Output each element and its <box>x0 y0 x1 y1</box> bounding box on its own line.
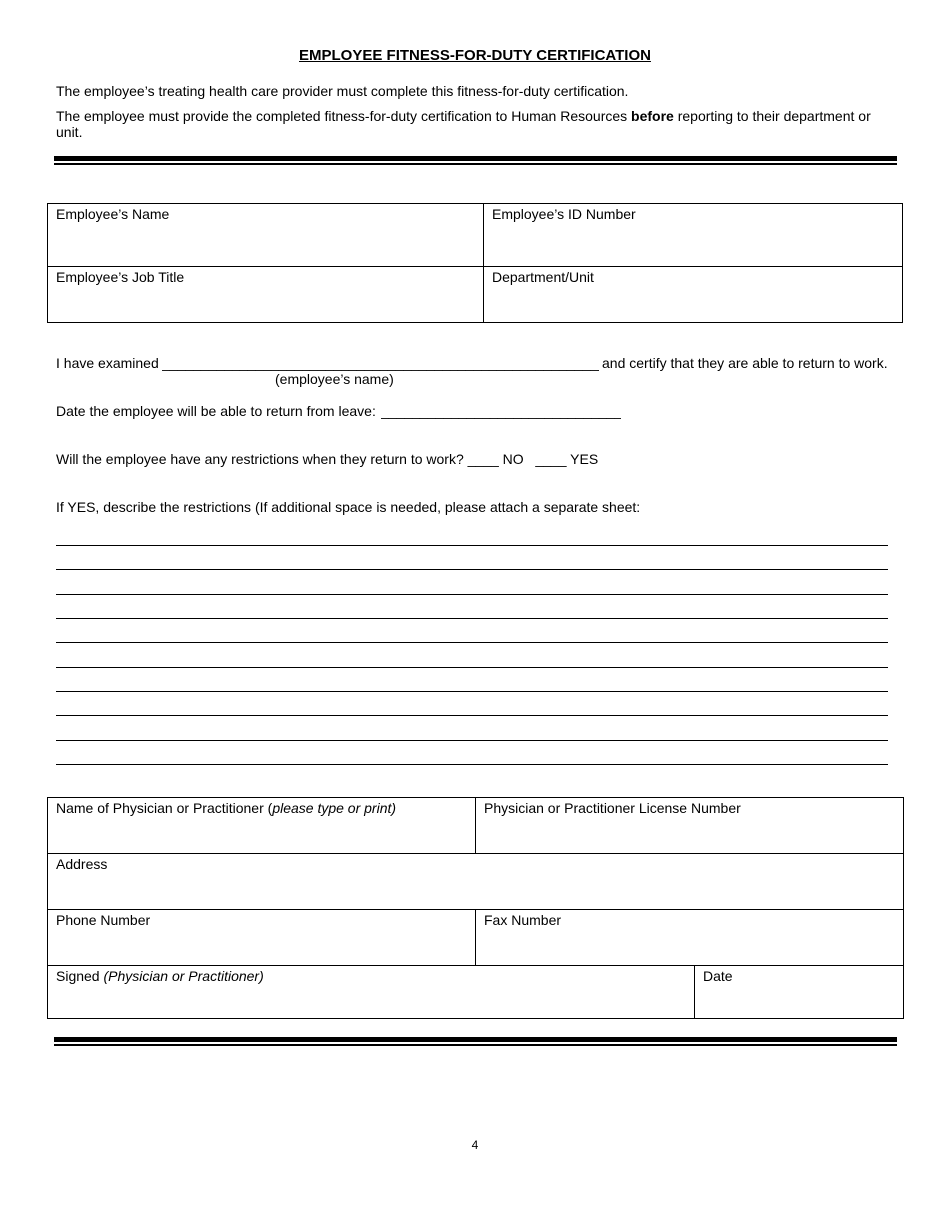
yes-checkbox-blank[interactable]: ____ <box>535 451 567 467</box>
practitioner-info-table <box>47 797 904 1019</box>
license-number-label: Physician or Practitioner License Number <box>484 800 741 816</box>
employee-id-label: Employee’s ID Number <box>492 206 636 222</box>
employee-job-title-field[interactable] <box>48 267 484 323</box>
practitioner-name-field[interactable] <box>48 798 476 854</box>
employee-info-table <box>47 203 903 323</box>
employee-name-label: Employee’s Name <box>56 206 170 222</box>
describe-restrictions-label: If YES, describe the restrictions (If additional space is needed, please attach a separate sheet: <box>56 499 641 515</box>
practitioner-name-label-italic: please type or print) <box>272 800 397 816</box>
examined-employee-name-blank[interactable] <box>162 355 599 371</box>
intro-line-2 <box>56 108 896 140</box>
examined-suffix: and certify that they are able to return to work. <box>602 355 888 371</box>
employee-name-field[interactable] <box>48 204 484 267</box>
department-unit-label: Department/Unit <box>492 269 594 285</box>
restriction-line[interactable] <box>56 667 888 668</box>
signature-date-label: Date <box>703 968 733 984</box>
employee-job-title-label: Employee’s Job Title <box>56 269 185 285</box>
page-number: 4 <box>471 1138 479 1152</box>
restriction-line[interactable] <box>56 618 888 619</box>
bottom-divider <box>54 1037 897 1046</box>
intro-line-1: The employee’s treating health care provider must complete this fitness-for-duty certification. <box>56 83 629 99</box>
signature-field[interactable] <box>48 966 695 1019</box>
intro-line-2-text: The employee must provide the completed fitness-for-duty certification to Human Resources <box>56 108 632 124</box>
restriction-line[interactable] <box>56 740 888 741</box>
signed-label-italic: (Physician or Practitioner) <box>103 968 264 984</box>
restrictions-question-text: Will the employee have any restrictions when they return to work? <box>56 451 468 467</box>
fax-number-field[interactable] <box>476 910 904 966</box>
restriction-line[interactable] <box>56 642 888 643</box>
signed-label: Signed <box>56 968 104 984</box>
employee-id-field[interactable] <box>484 204 903 267</box>
no-checkbox-blank[interactable]: ____ <box>467 451 499 467</box>
no-label: NO <box>498 451 524 467</box>
address-field[interactable] <box>48 854 904 910</box>
restriction-line[interactable] <box>56 764 888 765</box>
employee-name-caption: (employee’s name) <box>275 371 394 387</box>
license-number-field[interactable] <box>476 798 904 854</box>
phone-number-field[interactable] <box>48 910 476 966</box>
return-date-label: Date the employee will be able to return from leave: <box>56 403 376 419</box>
department-unit-field[interactable] <box>484 267 903 323</box>
signature-date-field[interactable] <box>695 966 904 1019</box>
examined-prefix: I have examined <box>56 355 159 371</box>
top-divider <box>54 156 897 165</box>
address-label: Address <box>56 856 108 872</box>
yes-label: YES <box>566 451 599 467</box>
restriction-line[interactable] <box>56 594 888 595</box>
phone-number-label: Phone Number <box>56 912 151 928</box>
page-title: EMPLOYEE FITNESS-FOR-DUTY CERTIFICATION <box>299 47 651 64</box>
restriction-line[interactable] <box>56 691 888 692</box>
restriction-line[interactable] <box>56 569 888 570</box>
intro-line-2-text-end: reporting to their department or unit. <box>56 108 871 140</box>
restriction-line[interactable] <box>56 715 888 716</box>
fax-number-label: Fax Number <box>484 912 562 928</box>
return-date-blank[interactable] <box>381 403 621 419</box>
restriction-line[interactable] <box>56 545 888 546</box>
intro-line-2-bold: before <box>631 108 674 124</box>
restrictions-question <box>56 451 598 467</box>
practitioner-name-label: Name of Physician or Practitioner ( <box>56 800 273 816</box>
